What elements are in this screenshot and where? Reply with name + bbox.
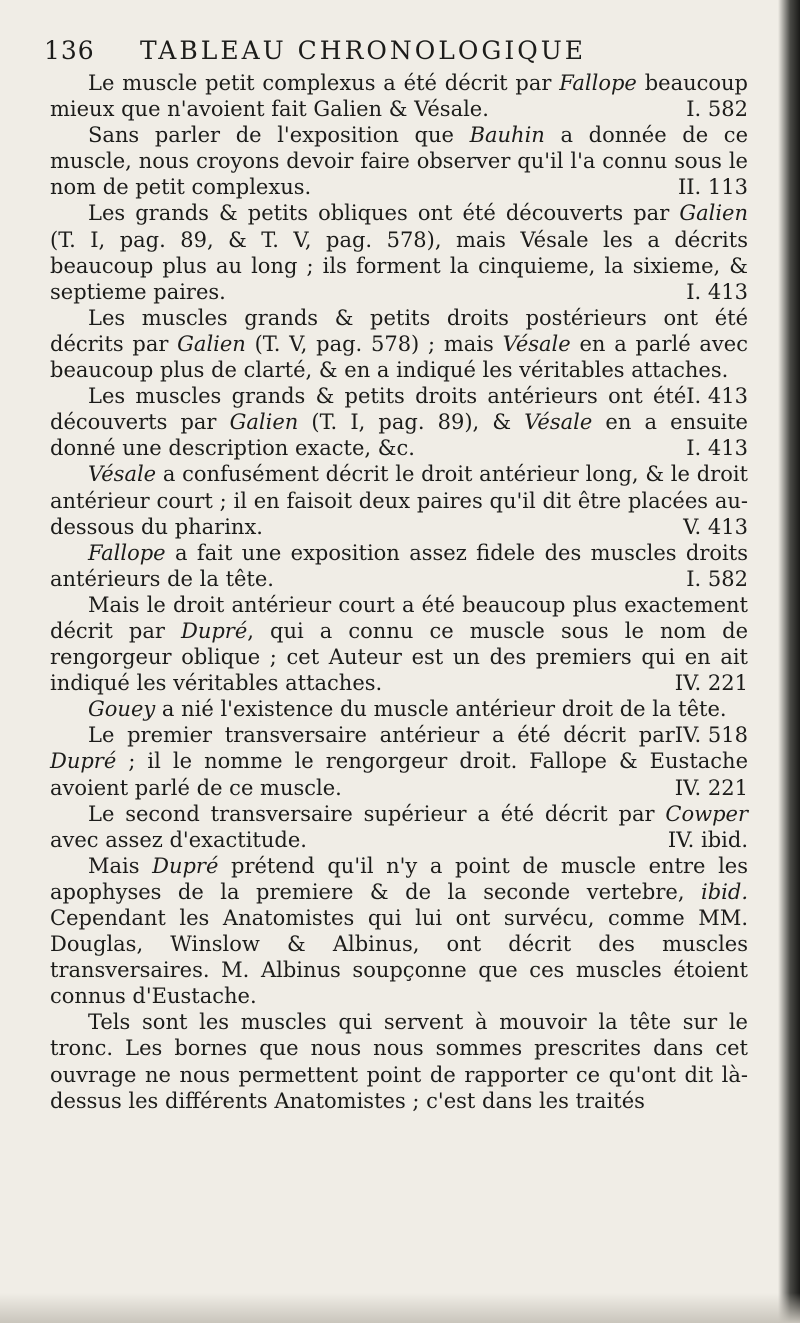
text-run: Le second transversaire supérieur a été décrit par <box>88 801 666 826</box>
paragraph <box>50 801 748 853</box>
paragraph <box>50 1009 748 1113</box>
italic-name: Galien <box>679 201 748 226</box>
paragraph <box>50 305 748 409</box>
text-run: (T. I, pag. 89, & T. V, pag. 578), mais Vésale les a décrits beaucoup plus au long ; ils forment la cinquieme, la sixieme, & septieme paires. <box>50 227 748 304</box>
text-run: a nié l'existence du muscle antérieur droit de la tête. <box>155 697 727 722</box>
italic-name: Fallope <box>559 71 637 95</box>
text-run: ; il le nomme le rengorgeur droit. Fallope & Eustache avoient parlé de ce muscle. <box>50 749 748 800</box>
italic-name: Vésale <box>88 462 157 487</box>
page-bottom-shade <box>0 1293 800 1323</box>
text-run: beaucoup mieux que n'avoient fait Galien & Vésale. <box>50 71 748 122</box>
text-run: a donnée de ce muscle, nous croyons devoir faire observer qu'il l'a connu sous le nom de petit complexus. <box>50 123 748 200</box>
text-run: avec assez d'exactitude. <box>50 827 307 852</box>
text-run: Les muscles grands & petits droits antérieurs ont été découverts par <box>50 384 687 435</box>
volume-page-reference: I. 413 <box>686 384 748 409</box>
italic-name: Vésale <box>502 331 571 356</box>
volume-page-reference: IV. 518 <box>674 723 748 748</box>
volume-page-reference: IV. 221 <box>674 775 748 800</box>
text-run: a confusément décrit le droit antérieur long, & le droit antérieur court ; il en faisoit deux paires qu'il dit être placées au-dessous du pharinx. <box>50 462 748 539</box>
paragraph <box>50 540 748 592</box>
volume-page-reference: I. 413 <box>686 279 748 304</box>
text-run: Sans parler de l'exposition que <box>88 123 470 148</box>
text-run: Les muscles grands & petits droits postérieurs ont été décrits par <box>50 305 748 356</box>
body-text <box>50 70 748 1114</box>
volume-page-reference: IV. ibid. <box>667 827 748 852</box>
page-number: 136 <box>44 36 95 65</box>
paragraph <box>50 461 748 539</box>
paragraph <box>50 383 748 461</box>
paragraph <box>50 70 748 122</box>
text-run: Le muscle petit complexus a été décrit par <box>88 71 560 95</box>
running-title: TABLEAU CHRONOLOGIQUE <box>140 36 587 65</box>
volume-page-reference: IV. 221 <box>674 671 748 696</box>
italic-name: Bauhin <box>469 123 545 148</box>
text-run: a fait une exposition assez fidele des muscles droits antérieurs de la tête. <box>50 540 748 591</box>
running-header <box>44 36 744 66</box>
text-run: en a ensuite donné une description exacte, &c. <box>50 410 748 461</box>
text-run: (T. V, pag. 578) ; mais <box>245 331 503 356</box>
italic-name: Gouey <box>88 697 156 722</box>
text-run: (T. I, pag. 89), & <box>298 410 525 435</box>
italic-name: Fallope <box>88 540 166 565</box>
volume-page-reference: I. 582 <box>686 566 748 591</box>
italic-name: Vésale <box>524 410 593 435</box>
text-run: , qui a connu ce muscle sous le nom de rengorgeur oblique ; cet Auteur est un des premiers qui en ait indiqué les véritables attaches. <box>50 618 748 696</box>
text-run: Cependant les Anatomistes qui lui ont survécu, comme MM. Douglas, Winslow & Albinus, ont décrit des muscles transversaires. M. Albinus soupçonne que ces muscles étoient connus d'Eustache. <box>50 906 748 1009</box>
text-run: Le premier transversaire antérieur a été décrit par <box>88 723 675 748</box>
text-run: Mais <box>88 853 153 878</box>
paragraph <box>50 122 748 200</box>
italic-name: Dupré <box>181 618 248 643</box>
volume-page-reference: I. 582 <box>686 97 748 122</box>
italic-name: Galien <box>177 331 246 356</box>
page-edge-shadow <box>778 0 800 1323</box>
italic-name: Dupré <box>152 853 219 878</box>
italic-name: Dupré <box>50 749 117 774</box>
volume-page-reference: V. 413 <box>683 514 748 539</box>
italic-name: ibid. <box>701 879 748 904</box>
paragraph <box>50 722 748 800</box>
text-run: Mais le droit antérieur court a été beaucoup plus exactement décrit par <box>50 592 748 643</box>
italic-name: Galien <box>229 410 299 435</box>
italic-name: Cowper <box>665 801 748 826</box>
text-run: Les grands & petits obliques ont été découverts par <box>88 201 680 226</box>
text-run: Tels sont les muscles qui servent à mouvoir la tête sur le tronc. Les bornes que nous nous sommes prescrites dans cet ouvrage ne nous permettent point de rapporter ce qu'ont dit là-dessus les différents Anatomistes ; c'est dans les traités <box>50 1010 748 1113</box>
text-run: en a parlé avec beaucoup plus de clarté, & en a indiqué les véritables attaches. <box>50 331 748 383</box>
volume-page-reference: II. 113 <box>677 175 748 200</box>
paragraph <box>50 592 748 696</box>
paragraph <box>50 200 748 304</box>
volume-page-reference: I. 413 <box>686 436 748 461</box>
paragraph <box>50 853 748 1010</box>
text-run: prétend qu'il n'y a point de muscle entre les apophyses de la premiere & de la seconde vertebre, <box>50 853 748 904</box>
